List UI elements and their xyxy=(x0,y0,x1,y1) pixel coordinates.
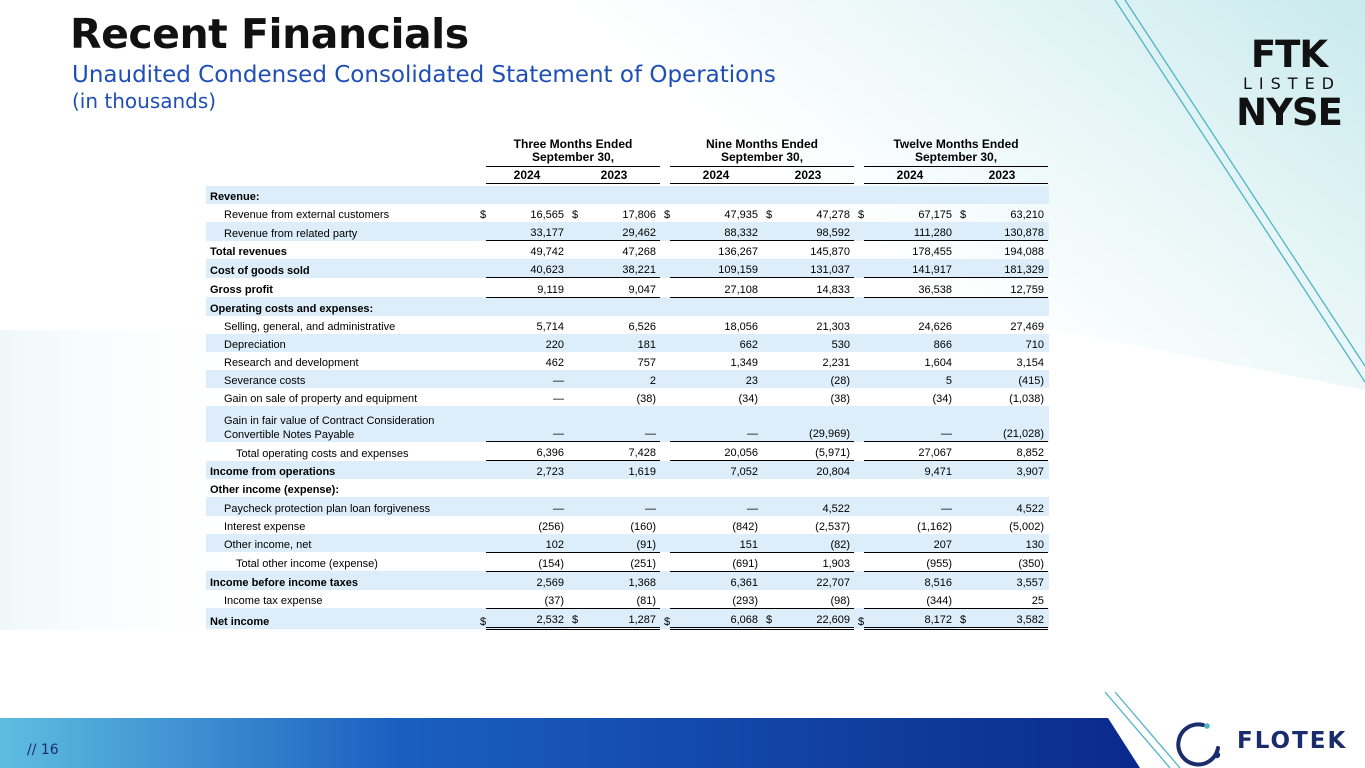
value-cell: 3,154 xyxy=(1016,356,1045,369)
row-label: Operating costs and expenses: xyxy=(206,297,476,316)
value-cell: 27,469 xyxy=(1010,320,1045,333)
value-cell: 2 xyxy=(568,370,660,388)
value-cell: 181,329 xyxy=(956,259,1048,278)
value-cell: — xyxy=(568,406,660,442)
value-cell: 866 xyxy=(864,334,956,352)
value-cell: 6,526 xyxy=(628,320,657,333)
value-cell: 25 xyxy=(956,590,1048,609)
value-cell: — xyxy=(553,393,564,406)
value-cell: 131,037 xyxy=(762,259,854,278)
table-row xyxy=(206,516,1049,534)
page-subtitle: Unaudited Condensed Consolidated Statement of Operations xyxy=(72,62,776,88)
value-cell: 4,522 xyxy=(762,497,854,515)
value-cell: 181 xyxy=(568,334,660,352)
value-cell xyxy=(762,186,854,204)
row-label: Depreciation xyxy=(206,334,476,352)
row-label: Total revenues xyxy=(210,246,287,259)
table-row xyxy=(206,241,1049,260)
value-cell: 67,175 xyxy=(918,209,953,222)
value-cell: 6,396 xyxy=(486,442,568,461)
value-cell: 1,903 xyxy=(762,552,854,571)
page-title: Recent Financials xyxy=(70,10,469,58)
row-label: Other income, net xyxy=(206,534,476,553)
table-row xyxy=(206,316,1049,334)
value-cell: (38) xyxy=(830,393,851,406)
value-cell: 88,332 xyxy=(670,222,762,241)
value-cell: (154) xyxy=(486,552,568,571)
value-cell: 3,557 xyxy=(956,571,1048,590)
value-cell xyxy=(486,479,568,497)
table-row xyxy=(206,497,1049,515)
row-label: Revenue from external customers xyxy=(224,209,390,222)
value-cell: 151 xyxy=(670,534,762,553)
value-cell: 98,592 xyxy=(762,222,854,241)
value-cell: 130,878 xyxy=(956,222,1048,241)
value-cell: 9,047 xyxy=(568,278,660,297)
value-cell xyxy=(956,186,1048,204)
value-cell xyxy=(486,297,568,316)
value-cell: 530 xyxy=(762,334,854,352)
value-cell: 9,471 xyxy=(864,461,956,480)
ticker-label: FTK xyxy=(1250,33,1328,76)
value-cell: 662 xyxy=(670,334,762,352)
row-label: Other income (expense): xyxy=(210,484,339,497)
ftk-listed-nyse-badge xyxy=(1236,33,1342,134)
value-cell: 141,917 xyxy=(864,259,956,278)
value-cell xyxy=(956,479,1048,497)
value-cell: 2,231 xyxy=(822,356,851,369)
table-row xyxy=(206,370,1049,388)
value-cell xyxy=(956,297,1048,316)
value-cell: (5,971) xyxy=(762,442,854,461)
value-cell: 33,177 xyxy=(486,222,568,241)
value-cell: 22,707 xyxy=(762,571,854,590)
value-cell: 7,052 xyxy=(670,461,762,480)
value-cell: (160) xyxy=(630,520,657,533)
value-cell xyxy=(864,186,956,204)
value-cell xyxy=(864,479,956,497)
value-cell: 38,221 xyxy=(568,259,660,278)
row-label: Research and development xyxy=(224,356,359,369)
value-cell: — xyxy=(568,497,660,515)
value-cell xyxy=(670,297,762,316)
table-row xyxy=(206,608,1049,628)
table-row xyxy=(206,388,1049,406)
value-cell: 1,604 xyxy=(924,356,953,369)
value-cell: — xyxy=(486,406,568,442)
value-cell: (415) xyxy=(956,370,1048,388)
value-cell: $ 22,609 xyxy=(762,608,854,628)
table-row xyxy=(206,222,1049,241)
value-cell: 47,935 xyxy=(724,209,759,222)
value-cell: 36,538 xyxy=(864,278,956,297)
value-cell: 21,303 xyxy=(816,320,851,333)
currency-symbol: $ xyxy=(660,608,670,628)
value-cell: — xyxy=(864,406,956,442)
value-cell: 130 xyxy=(956,534,1048,553)
value-cell: (34) xyxy=(932,393,953,406)
value-cell: (28) xyxy=(762,370,854,388)
table-row xyxy=(206,204,1049,222)
value-cell: $ 3,582 xyxy=(956,608,1048,628)
table-row xyxy=(206,461,1049,480)
table-row xyxy=(206,406,1049,442)
row-label: Gain on sale of property and equipment xyxy=(224,393,418,406)
value-cell: (842) xyxy=(732,520,759,533)
value-cell xyxy=(762,297,854,316)
currency-symbol: $ xyxy=(664,209,671,222)
value-cell: 6,068 xyxy=(670,608,762,628)
row-label: Cost of goods sold xyxy=(206,259,476,278)
row-label: Paycheck protection plan loan forgiveness xyxy=(206,497,476,515)
brand-name: FLOTEK xyxy=(1237,728,1348,754)
value-cell: 757 xyxy=(637,356,657,369)
year-header: 2024 xyxy=(670,167,762,184)
currency-symbol: $ xyxy=(960,614,967,627)
value-cell: $ 17,806 xyxy=(572,209,657,222)
year-header: 2023 xyxy=(956,167,1048,184)
currency-symbol: $ xyxy=(572,614,579,627)
row-label: Severance costs xyxy=(206,370,476,388)
table-row xyxy=(206,334,1049,352)
value-cell: — xyxy=(486,497,568,515)
value-cell: 8,852 xyxy=(956,442,1048,461)
value-cell: 207 xyxy=(864,534,956,553)
value-cell: 4,522 xyxy=(956,497,1048,515)
value-cell: 1,368 xyxy=(568,571,660,590)
value-cell: 9,119 xyxy=(486,278,568,297)
units-note: (in thousands) xyxy=(72,89,217,113)
currency-symbol: $ xyxy=(572,209,579,222)
year-header: 2023 xyxy=(762,167,854,184)
row-label: Income before income taxes xyxy=(206,571,476,590)
currency-symbol: $ xyxy=(480,209,487,222)
table-row xyxy=(206,297,1049,316)
value-cell: 29,462 xyxy=(568,222,660,241)
value-cell xyxy=(568,186,660,204)
value-cell: (251) xyxy=(568,552,660,571)
value-cell: 2,723 xyxy=(486,461,568,480)
value-cell xyxy=(568,297,660,316)
value-cell: 47,268 xyxy=(622,246,657,259)
value-cell: (691) xyxy=(670,552,762,571)
row-label: Total other income (expense) xyxy=(236,558,378,571)
period-header: Three Months Ended September 30, xyxy=(513,137,633,164)
value-cell: 20,056 xyxy=(670,442,762,461)
value-cell: 27,067 xyxy=(864,442,956,461)
table-row xyxy=(206,259,1049,278)
value-cell: $ 63,210 xyxy=(960,209,1045,222)
currency-symbol: $ xyxy=(960,209,967,222)
value-cell: 8,172 xyxy=(864,608,956,628)
row-label: Total operating costs and expenses xyxy=(236,447,409,460)
value-cell: 102 xyxy=(486,534,568,553)
value-cell: 136,267 xyxy=(718,246,759,259)
value-cell: 12,759 xyxy=(956,278,1048,297)
value-cell xyxy=(670,186,762,204)
row-label: Interest expense xyxy=(224,520,306,533)
value-cell: 109,159 xyxy=(670,259,762,278)
value-cell: $ 47,278 xyxy=(766,209,851,222)
value-cell: 178,455 xyxy=(912,246,953,259)
value-cell: 6,361 xyxy=(670,571,762,590)
year-header: 2024 xyxy=(486,167,568,184)
value-cell: 8,516 xyxy=(864,571,956,590)
value-cell: 18,056 xyxy=(724,320,759,333)
value-cell: 3,907 xyxy=(956,461,1048,480)
table-row xyxy=(206,352,1049,370)
table-row xyxy=(206,552,1049,571)
table-row xyxy=(206,479,1049,497)
currency-symbol: $ xyxy=(854,608,864,628)
year-header-row xyxy=(206,167,1049,184)
currency-symbol: $ xyxy=(766,614,773,627)
listed-label: LISTED xyxy=(1243,74,1341,93)
value-cell: 220 xyxy=(486,334,568,352)
value-cell: 27,108 xyxy=(670,278,762,297)
value-cell: 40,623 xyxy=(486,259,568,278)
flotek-logo-icon xyxy=(1174,718,1224,768)
row-label: Net income xyxy=(206,608,476,628)
value-cell: (955) xyxy=(864,552,956,571)
value-cell xyxy=(486,186,568,204)
row-label: Income from operations xyxy=(206,461,476,480)
value-cell: 23 xyxy=(670,370,762,388)
value-cell: 14,833 xyxy=(762,278,854,297)
row-label: Revenue: xyxy=(206,186,476,204)
table-row xyxy=(206,590,1049,609)
value-cell: 16,565 xyxy=(530,209,564,222)
year-header: 2023 xyxy=(568,167,660,184)
table-row xyxy=(206,186,1049,204)
value-cell: — xyxy=(486,370,568,388)
footer-bar xyxy=(0,718,1140,768)
value-cell xyxy=(670,479,762,497)
value-cell: (34) xyxy=(738,393,759,406)
value-cell: (1,038) xyxy=(1009,393,1045,406)
period-header: Nine Months Ended September 30, xyxy=(706,137,819,164)
value-cell: 194,088 xyxy=(1004,246,1045,259)
currency-symbol: $ xyxy=(858,209,865,222)
value-cell: 2,569 xyxy=(486,571,568,590)
page-number: // 16 xyxy=(27,742,59,758)
value-cell: (1,162) xyxy=(917,520,953,533)
value-cell: 710 xyxy=(956,334,1048,352)
value-cell: 462 xyxy=(545,356,564,369)
value-cell: (350) xyxy=(956,552,1048,571)
value-cell: 49,742 xyxy=(530,246,564,259)
value-cell: 5,714 xyxy=(536,320,564,333)
value-cell: 145,870 xyxy=(810,246,851,259)
value-cell: (91) xyxy=(568,534,660,553)
period-header-row xyxy=(206,138,1049,167)
value-cell xyxy=(568,479,660,497)
value-cell: (81) xyxy=(568,590,660,609)
value-cell: (98) xyxy=(762,590,854,609)
value-cell: 2,532 xyxy=(486,608,568,628)
currency-symbol: $ xyxy=(766,209,773,222)
currency-symbol: $ xyxy=(476,608,486,628)
period-header: Twelve Months Ended September 30, xyxy=(893,137,1019,164)
row-label: Revenue from related party xyxy=(206,222,476,241)
value-cell: 24,626 xyxy=(918,320,953,333)
value-cell: — xyxy=(670,497,762,515)
table-row xyxy=(206,571,1049,590)
table-row xyxy=(206,278,1049,297)
row-label: Gross profit xyxy=(210,284,273,297)
value-cell: 1,349 xyxy=(730,356,759,369)
value-cell: 5 xyxy=(864,370,956,388)
value-cell: (256) xyxy=(538,520,564,533)
row-label: Income tax expense xyxy=(224,595,323,608)
value-cell: (29,969) xyxy=(762,406,854,442)
exchange-label: NYSE xyxy=(1236,91,1342,134)
value-cell: 1,619 xyxy=(568,461,660,480)
value-cell: $ 1,287 xyxy=(568,608,660,628)
value-cell: 111,280 xyxy=(864,222,956,241)
table-row xyxy=(206,534,1049,553)
value-cell xyxy=(762,479,854,497)
value-cell: (38) xyxy=(636,393,657,406)
value-cell: (2,537) xyxy=(815,520,851,533)
table-row xyxy=(206,442,1049,461)
statement-of-operations-table xyxy=(206,138,1049,630)
row-label: Selling, general, and administrative xyxy=(224,320,396,333)
value-cell: — xyxy=(864,497,956,515)
value-cell: (21,028) xyxy=(956,406,1048,442)
value-cell: 7,428 xyxy=(568,442,660,461)
value-cell: (82) xyxy=(762,534,854,553)
value-cell xyxy=(864,297,956,316)
year-header: 2024 xyxy=(864,167,956,184)
row-label: Gain in fair value of Contract Consideration Convertible Notes Payable xyxy=(206,406,476,442)
value-cell: (37) xyxy=(486,590,568,609)
value-cell: (344) xyxy=(864,590,956,609)
value-cell: — xyxy=(670,406,762,442)
value-cell: 20,804 xyxy=(762,461,854,480)
value-cell: (5,002) xyxy=(1009,520,1045,533)
value-cell: (293) xyxy=(670,590,762,609)
